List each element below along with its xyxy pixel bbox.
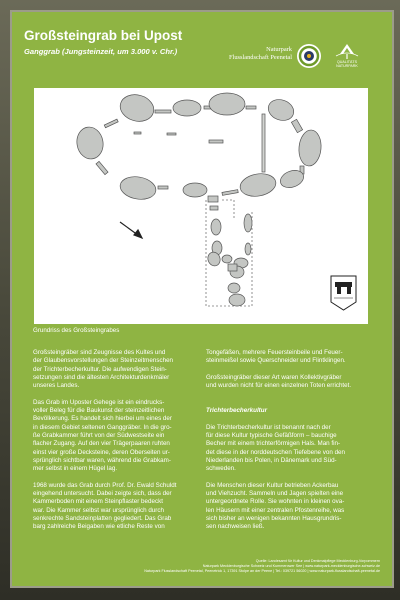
text-line: und wurden nicht für einen einzelnen Toten errichtet. xyxy=(206,382,352,390)
text-line: 1968 wurde das Grab durch Prof. Dr. Ewald Schuldt xyxy=(33,481,177,489)
paragraph-gap xyxy=(206,473,351,481)
text-line: Niederlanden bis Polen, in Dänemark und Süd- xyxy=(206,456,337,464)
text-line: schweden. xyxy=(206,465,236,473)
quality-nature-park-badge-icon xyxy=(330,42,364,72)
text-line: unseres Landes. xyxy=(33,382,80,390)
text-line: eingehend untersucht. Dabei zeigte sich, dass der xyxy=(33,490,172,498)
nature-park-name-line1: Naturpark xyxy=(266,46,292,53)
text-column-left xyxy=(33,349,176,532)
text-line: in diesem Gebiet seltenen Ganggräber. In die gro- xyxy=(33,423,172,431)
grave-floor-plan xyxy=(34,88,368,324)
footer-line: Naturpark Flusslandschaft Peenetal, Peenetrick 1, 17391 Stolpe an der Peene | Tel.: 039721 56020 | www.naturpark-flusslandschaft-peenetal.de xyxy=(144,569,380,573)
text-line: untergeordnete Rolle. Sie wohnten in kleinen ova- xyxy=(206,498,345,506)
text-line: sprünglich sichtbar waren, während die Grabkam- xyxy=(33,456,171,464)
monument-emblem-icon xyxy=(331,276,356,310)
text-line: senkrechte Sandsteinplatten gegliedert. Das Grab xyxy=(33,514,172,522)
text-line: Tongefäßen, mehrere Feuersteinbeile und Feuer- xyxy=(206,349,343,356)
footer-line: Naturpark Mecklenburgische Schweiz und Kummerower See | www.naturpark-mecklenburgische-schweiz.de xyxy=(202,564,380,568)
text-line: und Viehzucht. Sammeln und Jagen spielten eine xyxy=(206,490,344,498)
text-line: Becher mit einem trichterförmigen Hals. Man fin- xyxy=(206,440,341,448)
paragraph-gap xyxy=(206,390,351,398)
text-line: für diese Kultur typische Gefäßform – bauchige xyxy=(206,431,337,439)
paragraph-gap xyxy=(206,366,351,374)
text-line: len Häusern mit einer zentralen Pfostenreihe, was xyxy=(206,506,345,514)
section-heading: Trichterbecherkultur xyxy=(206,407,268,415)
text-line: einst vier große Decksteine, deren Oberseiten ur- xyxy=(33,448,170,456)
text-line: der Glaubensvorstellungen der Steinzeitmenschen xyxy=(33,357,174,365)
text-line: ße Grabkammer führt von der Südwestseite ein xyxy=(33,431,165,439)
text-line: Die Menschen dieser Kultur betrieben Ackerbau xyxy=(206,481,339,489)
nature-park-logo-icon xyxy=(297,44,321,68)
text-line: war. Die Kammer selbst war ursprünglich durch xyxy=(33,506,164,514)
text-line: flacher Zugang. Auf den vier Trägerpaaren ruhten xyxy=(33,440,170,448)
text-line: sich bisher an wenigen bekannten Hausgrundris- xyxy=(206,514,342,522)
paragraph-gap xyxy=(33,390,176,398)
text-line: Großsteingräber dieser Art waren Kollektivgräber xyxy=(206,373,342,381)
text-line: Die Trichterbecherkultur ist benannt nach der xyxy=(206,423,331,431)
text-line: voller Beleg für die Baukunst der steinzeitlichen xyxy=(33,407,165,415)
text-line: mer selbst in einem Hügel lag. xyxy=(33,465,118,473)
sign-subtitle: Ganggrab (Jungsteinzeit, um 3.000 v. Chr.) xyxy=(24,47,178,56)
paragraph-gap xyxy=(33,473,176,481)
paragraph-gap xyxy=(206,399,351,407)
sign-title: Großsteingrab bei Upost xyxy=(24,28,183,43)
text-line: barg zahlreiche Beigaben wie etliche Reste von xyxy=(33,523,165,531)
text-line: der Trichterbecherkultur. Die aufwendigen Stein- xyxy=(33,365,167,373)
nature-park-name-line2: Flusslandschaft Peenetal xyxy=(228,54,292,61)
text-line: setzungen sind die ältesten Architekturdenkmäler xyxy=(33,373,170,381)
nature-park-name xyxy=(228,46,292,62)
text-line: Großsteingräber sind Zeugnisse des Kultes und xyxy=(33,349,166,356)
text-line: Das Grab im Uposter Gehege ist ein eindrucks- xyxy=(33,398,165,406)
quality-badge-label: QUALITÄTS NATURPARK xyxy=(336,60,358,68)
floor-plan-caption: Grundriss des Großsteingrabes xyxy=(33,327,120,334)
text-line: sen nachweisen ließ. xyxy=(206,523,265,531)
text-column-right xyxy=(206,349,351,532)
footer-line: Quelle: Landesamt für Kultur und Denkmalpflege Mecklenburg-Vorpommern xyxy=(255,559,380,563)
text-line: steinmeißel sowie Querschneider und Flintklingen. xyxy=(206,357,346,365)
text-line: Kammerboden mit einem Steinpflaster bedeckt xyxy=(33,498,163,506)
paragraph-gap xyxy=(206,415,351,423)
text-line: Bevölkerung. Es handelt sich hierbei um eines der xyxy=(33,415,172,423)
text-line: det diese in der norddeutschen Tiefebene von den xyxy=(206,448,345,456)
sign-footer xyxy=(74,559,380,574)
